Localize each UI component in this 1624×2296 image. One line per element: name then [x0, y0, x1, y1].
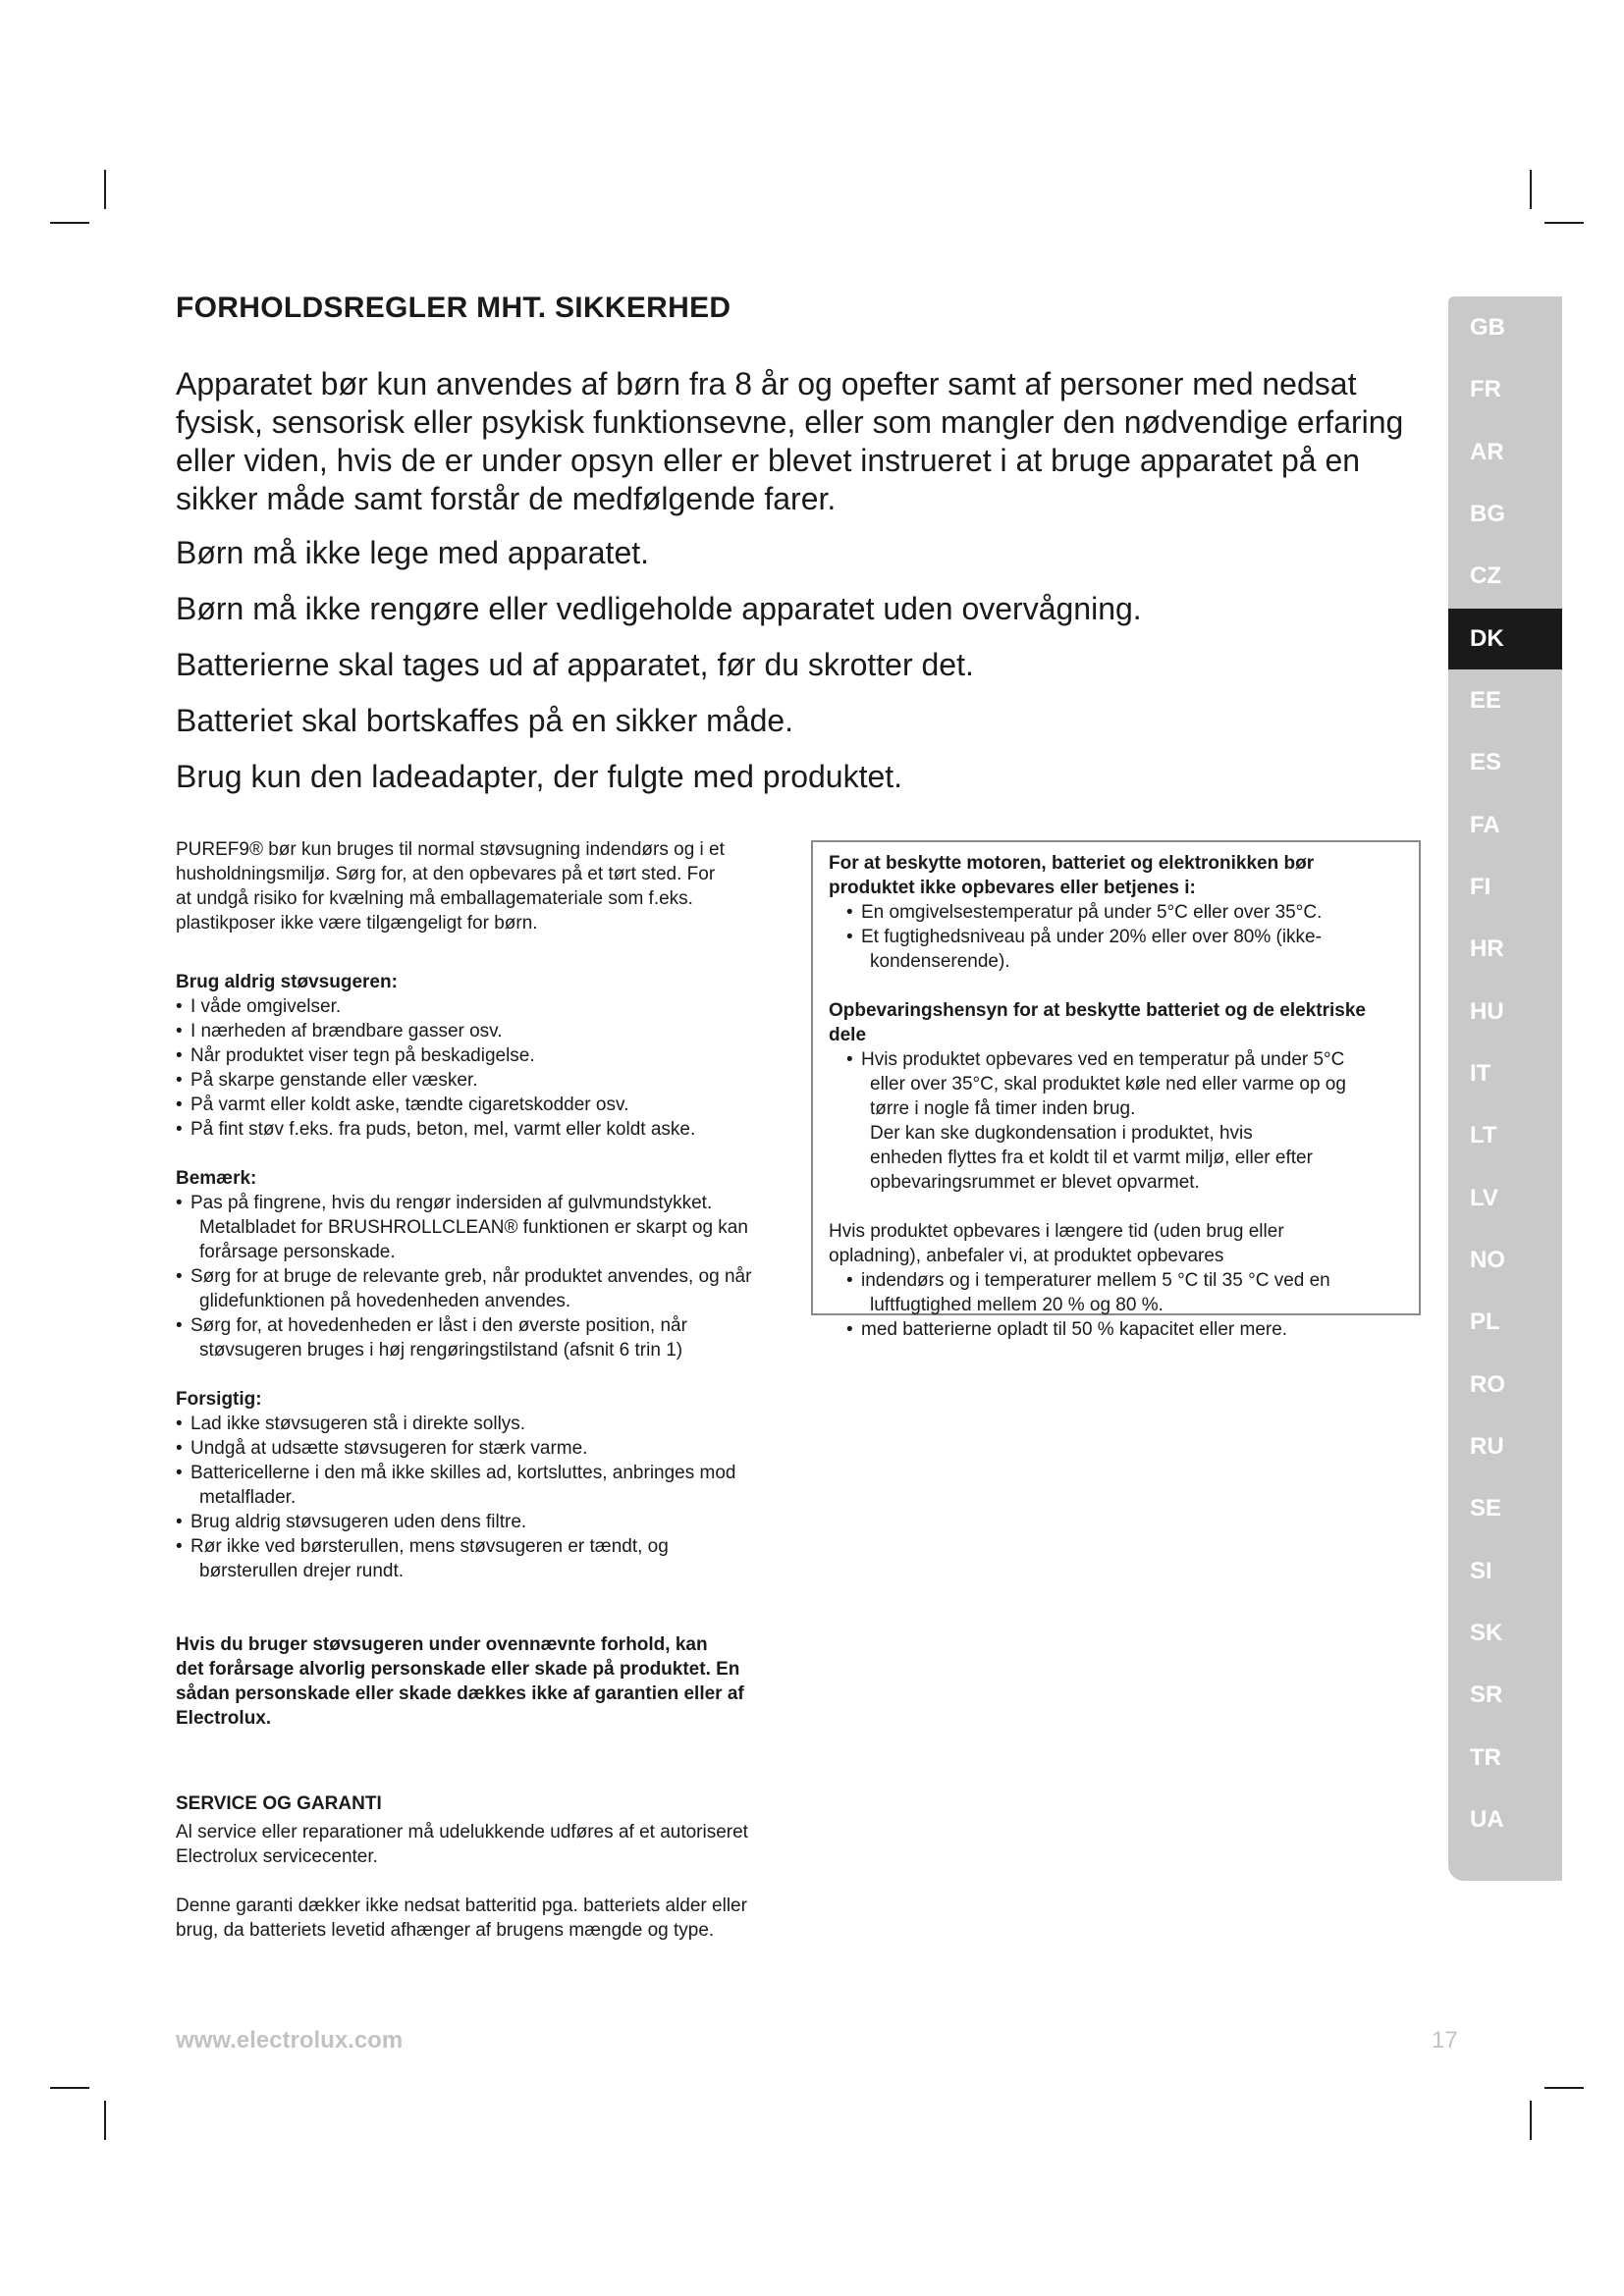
list-item	[176, 1191, 789, 1264]
list-item	[846, 900, 1405, 925]
text-line: Lad ikke støvsugeren stå i direkte sollys.	[190, 1414, 526, 1434]
text-line: produktet ikke opbevares eller betjenes i:	[829, 878, 1196, 898]
tab-hr[interactable]: HR	[1470, 935, 1504, 962]
text-line: Pas på fingrene, hvis du rengør indersiden af gulvmundstykket.	[190, 1193, 713, 1213]
text-line: Hvis produktet opbevares ved en temperatur på under 5°C	[861, 1049, 1345, 1070]
text-line: at undgå risiko for kvælning må emballagemateriale som f.eks.	[176, 888, 693, 909]
text-line: enheden flyttes fra et koldt til et varmt miljø, eller efter	[870, 1148, 1313, 1168]
tab-tr[interactable]: TR	[1470, 1744, 1501, 1771]
text-line: metalflader.	[199, 1487, 297, 1508]
list-item: • Når produktet viser tegn på beskadigelse.	[176, 1043, 789, 1068]
tab-cz[interactable]: CZ	[1470, 562, 1501, 589]
text-line: børsterullen drejer rundt.	[199, 1561, 405, 1581]
text-line: med batterierne opladt til 50 % kapacitet eller mere.	[861, 1319, 1288, 1340]
page-number: 17	[1432, 2027, 1458, 2054]
list-item	[846, 1268, 1405, 1317]
text-line: Der kan ske dugkondensation i produktet, hvis	[870, 1123, 1253, 1144]
text-line: For at beskytte motoren, batteriet og elektronikken bør	[829, 853, 1315, 874]
tab-gb[interactable]: GB	[1470, 314, 1505, 341]
intro-paragraph: Apparatet bør kun anvendes af børn fra 8 år og opefter samt af personer med nedsat fysisk, sensorisk eller psykisk funktionsevne, eller som mangler den nødvendige erfaring eller viden, hvis de er under opsyn eller er blevet instrueret i at bruge apparatet på en sikker måde samt forstår de medfølgende farer.	[176, 366, 1404, 516]
crop-mark	[104, 170, 106, 209]
text-line: Hvis du bruger støvsugeren under ovennævnte forhold, kan	[176, 1634, 708, 1655]
text-line: Hvis produktet opbevares i længere tid (uden brug eller	[829, 1221, 1284, 1242]
protect-list	[829, 900, 1405, 974]
crop-mark	[1544, 222, 1584, 224]
list-item: • I våde omgivelser.	[176, 994, 789, 1019]
text-line: glidefunktionen på hovedenheden anvendes.	[199, 1291, 571, 1311]
tab-ar[interactable]: AR	[1470, 439, 1504, 465]
tab-si[interactable]: SI	[1470, 1558, 1492, 1584]
tab-lv[interactable]: LV	[1470, 1185, 1498, 1211]
intro-paragraph: Batteriet skal bortskaffes på en sikker måde.	[176, 703, 794, 738]
tab-ee[interactable]: EE	[1470, 687, 1502, 714]
text-line: forårsage personskade.	[199, 1242, 396, 1262]
text-line: Sørg for at bruge de relevante greb, når produktet anvendes, og når	[190, 1266, 752, 1287]
text-line: tørre i nogle få timer inden brug.	[870, 1098, 1136, 1119]
longterm-list	[829, 1268, 1405, 1342]
text-line: støvsugeren bruges i høj rengøringstilstand (afsnit 6 trin 1)	[199, 1340, 683, 1361]
intro-paragraph: Børn må ikke lege med apparatet.	[176, 535, 650, 570]
storage-list	[829, 1047, 1405, 1195]
tab-ro[interactable]: RO	[1470, 1371, 1505, 1398]
storage-heading: Opbevaringshensyn for at beskytte batteriet og de elektriske dele	[829, 1000, 1366, 1045]
service-paragraph	[176, 1820, 789, 1869]
text-line: Metalbladet for BRUSHROLLCLEAN® funktionen er skarpt og kan	[199, 1217, 748, 1238]
tab-sk[interactable]: SK	[1470, 1620, 1503, 1646]
caution-heading: Forsigtig:	[176, 1389, 262, 1410]
list-item	[176, 1436, 789, 1461]
note-heading: Bemærk:	[176, 1168, 257, 1189]
list-item: • I nærheden af brændbare gasser osv.	[176, 1019, 789, 1043]
list-item: • På fint støv f.eks. fra puds, beton, mel, varmt eller koldt aske.	[176, 1117, 789, 1142]
text-line: Undgå at udsætte støvsugeren for stærk varme.	[190, 1438, 588, 1459]
footer-url[interactable]: www.electrolux.com	[176, 2027, 404, 2054]
crop-mark	[1530, 2101, 1532, 2140]
tab-bg[interactable]: BG	[1470, 501, 1505, 527]
crop-mark	[1530, 170, 1532, 209]
text-line: Al service eller reparationer må udelukkende udføres af et autoriseret	[176, 1822, 748, 1842]
list-item	[846, 925, 1405, 974]
tab-es[interactable]: ES	[1470, 749, 1502, 775]
service-heading: SERVICE OG GARANTI	[176, 1793, 382, 1814]
storage-info-box	[811, 840, 1421, 1340]
tab-fi[interactable]: FI	[1470, 874, 1491, 900]
warranty-paragraph	[176, 1894, 789, 1943]
list-item	[176, 1412, 789, 1436]
text-line: Brug aldrig støvsugeren uden dens filtre.	[190, 1512, 527, 1532]
list-item	[176, 1510, 789, 1534]
note-list	[176, 1191, 789, 1362]
text-line: PUREF9® bør kun bruges til normal støvsugning indendørs og i et	[176, 839, 725, 860]
crop-mark	[50, 2087, 89, 2089]
intro-paragraph: Børn må ikke rengøre eller vedligeholde apparatet uden overvågning.	[176, 591, 1142, 626]
text-line: sådan personskade eller skade dækkes ikke af garantien eller af	[176, 1683, 744, 1704]
crop-mark	[50, 222, 89, 224]
text-line: Denne garanti dækker ikke nedsat batteritid pga. batteriets alder eller	[176, 1896, 747, 1916]
list-item	[176, 1534, 789, 1583]
text-line: Et fugtighedsniveau på under 20% eller over 80% (ikke-	[861, 927, 1322, 947]
tab-dk[interactable]: DK	[1448, 609, 1562, 669]
crop-mark	[1544, 2087, 1584, 2089]
list-item	[176, 1313, 789, 1362]
text-line: indendørs og i temperaturer mellem 5 °C til 35 °C ved en	[861, 1270, 1330, 1291]
page-title: FORHOLDSREGLER MHT. SIKKERHED	[176, 292, 731, 324]
tab-lt[interactable]: LT	[1470, 1122, 1497, 1148]
protect-heading	[829, 851, 1405, 900]
tab-ru[interactable]: RU	[1470, 1433, 1504, 1460]
tab-fr[interactable]: FR	[1470, 376, 1501, 402]
text-line: En omgivelsestemperatur på under 5°C eller over 35°C.	[861, 902, 1323, 923]
text-line: husholdningsmiljø. Sørg for, at den opbevares på et tørt sted. For	[176, 864, 716, 884]
warning-paragraph	[176, 1632, 789, 1731]
text-line: Electrolux servicecenter.	[176, 1846, 378, 1867]
caution-list	[176, 1412, 789, 1583]
intro-paragraph: Brug kun den ladeadapter, der fulgte med produktet.	[176, 759, 903, 794]
list-item	[176, 1264, 789, 1313]
tab-se[interactable]: SE	[1470, 1495, 1502, 1522]
text-line: brug, da batteriets levetid afhænger af brugens mængde og type.	[176, 1920, 715, 1941]
tab-pl[interactable]: PL	[1470, 1308, 1500, 1335]
never-use-heading: Brug aldrig støvsugeren:	[176, 972, 398, 992]
text-line: eller over 35°C, skal produktet køle ned eller varme op og	[870, 1074, 1346, 1095]
tab-fa[interactable]: FA	[1470, 812, 1500, 838]
tab-no[interactable]: NO	[1470, 1247, 1505, 1273]
intro-paragraph: Batterierne skal tages ud af apparatet, før du skrotter det.	[176, 647, 974, 682]
text-line: opladning), anbefaler vi, at produktet opbevares	[829, 1246, 1224, 1266]
crop-mark	[104, 2101, 106, 2140]
list-item	[846, 1317, 1405, 1342]
longterm-paragraph	[829, 1219, 1405, 1268]
tab-ua[interactable]: UA	[1470, 1806, 1504, 1833]
tab-it[interactable]: IT	[1470, 1060, 1491, 1087]
intro-section	[176, 365, 1418, 814]
text-line: det forårsage alvorlig personskade eller skade på produktet. En	[176, 1659, 740, 1680]
list-item	[176, 1461, 789, 1510]
text-line: opbevaringsrummet er blevet opvarmet.	[870, 1172, 1200, 1193]
never-use-list	[176, 994, 789, 1142]
text-line: Sørg for, at hovedenheden er låst i den øverste position, når	[190, 1315, 687, 1336]
usage-paragraph	[176, 837, 789, 935]
tab-sr[interactable]: SR	[1470, 1682, 1503, 1708]
language-tabs	[1448, 296, 1562, 1881]
tab-hu[interactable]: HU	[1470, 998, 1504, 1025]
list-item: • På varmt eller koldt aske, tændte cigaretskodder osv.	[176, 1093, 789, 1117]
text-line: Electrolux.	[176, 1708, 272, 1729]
text-line: Battericellerne i den må ikke skilles ad, kortsluttes, anbringes mod	[190, 1463, 736, 1483]
text-line: kondenserende).	[870, 951, 1010, 972]
text-line: plastikposer ikke være tilgængeligt for børn.	[176, 913, 538, 934]
text-line: Rør ikke ved børsterullen, mens støvsugeren er tændt, og	[190, 1536, 669, 1557]
list-item: • På skarpe genstande eller væsker.	[176, 1068, 789, 1093]
text-line: luftfugtighed mellem 20 % og 80 %.	[870, 1295, 1164, 1315]
list-item	[846, 1047, 1405, 1195]
left-column	[176, 837, 789, 1943]
